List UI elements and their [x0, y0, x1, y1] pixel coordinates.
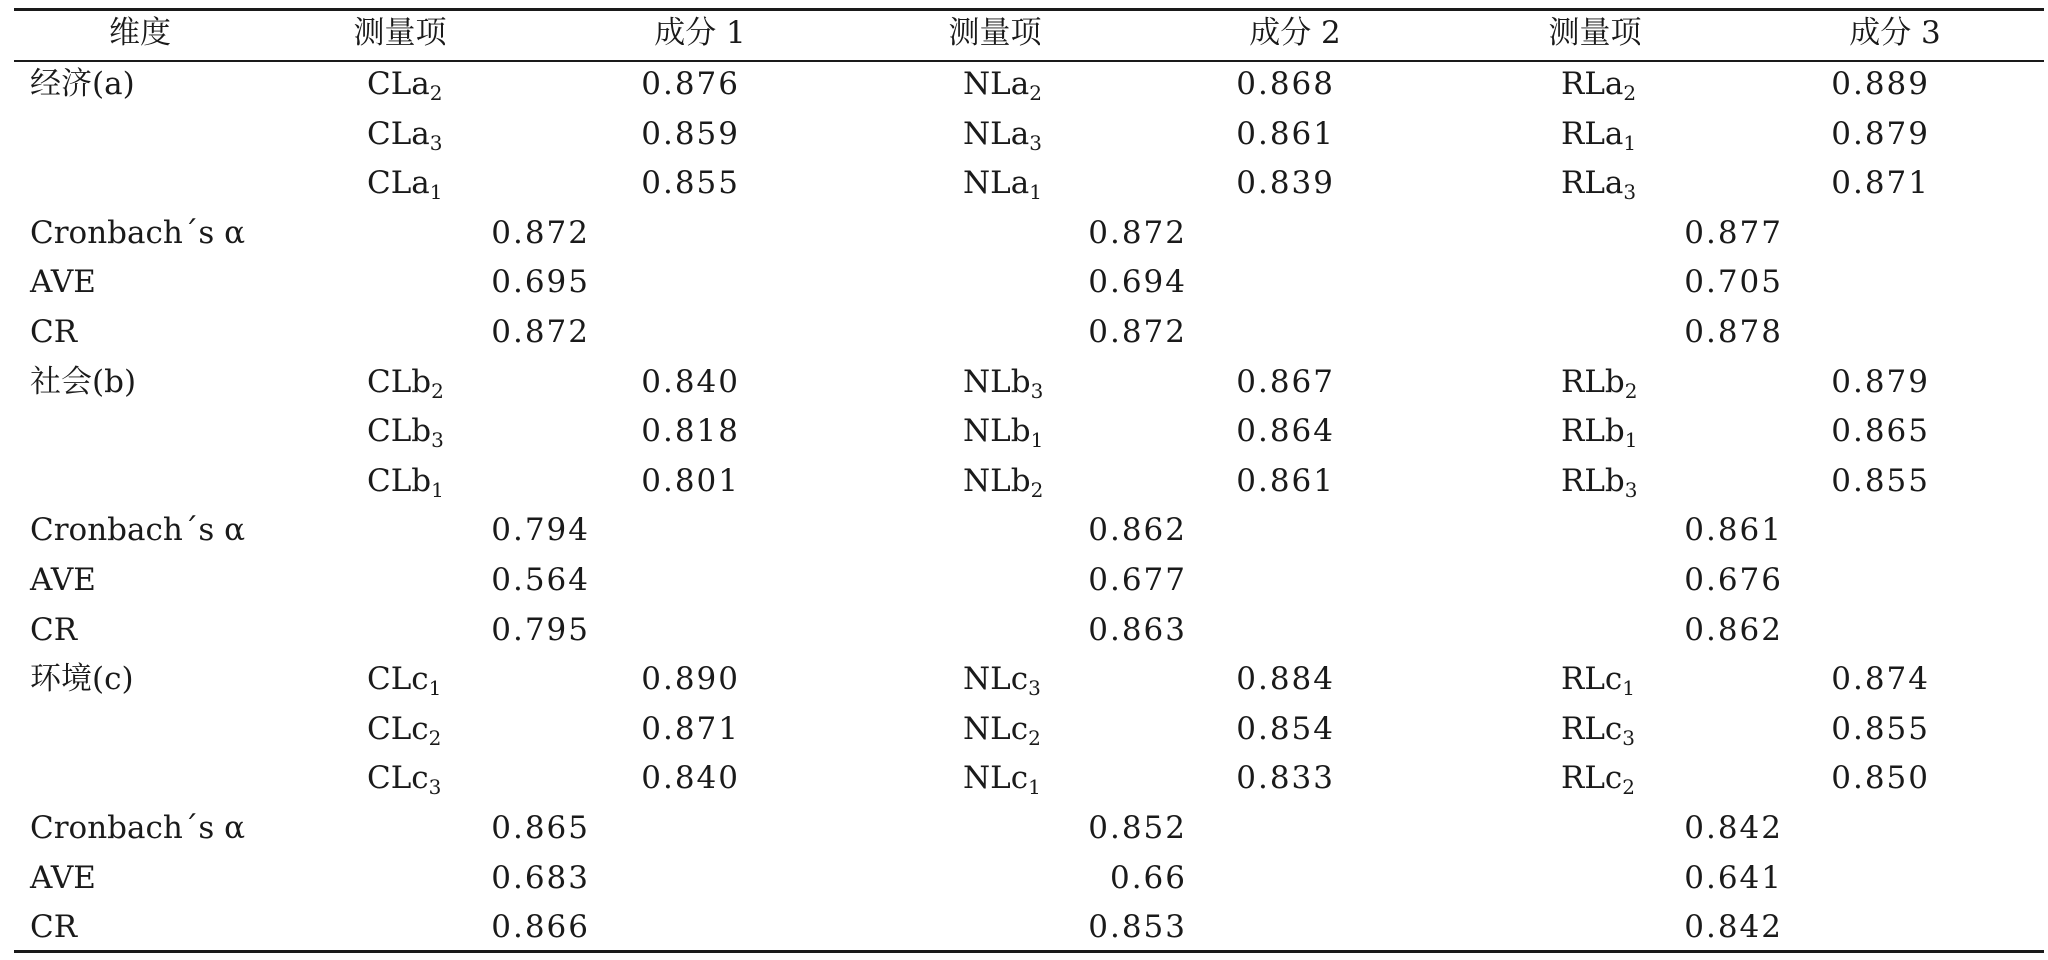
loading-c3: 0.889 — [1831, 66, 1930, 102]
item-c3 — [1561, 659, 1635, 699]
item-c2 — [963, 659, 1041, 699]
dimension-label: 经济(a) — [30, 66, 135, 102]
stat-label: AVE — [30, 264, 96, 301]
item-c3 — [1561, 758, 1635, 798]
item-c2-subscript: 2 — [1029, 81, 1042, 105]
item-c2 — [963, 114, 1042, 154]
stat-label: Cronbach´s α — [30, 512, 246, 549]
loading-c3: 0.874 — [1831, 661, 1930, 698]
item-c2-subscript: 1 — [1029, 180, 1042, 205]
stat-label: Cronbach´s α — [30, 810, 246, 846]
item-c3 — [1561, 411, 1638, 451]
header-item-1: 测量项 — [353, 15, 447, 51]
item-c3-label: RLb — [1561, 462, 1625, 499]
item-c1 — [367, 362, 444, 402]
loading-c2: 0.861 — [1236, 462, 1335, 499]
header-item-3: 测量项 — [1548, 15, 1642, 51]
item-c2-subscript: 2 — [1030, 477, 1044, 502]
loading-c1: 0.818 — [641, 413, 740, 450]
item-c1-label: CLc — [367, 710, 429, 747]
item-c1 — [367, 758, 441, 798]
item-c1-label: CLc — [367, 760, 429, 797]
item-c3-subscript: 3 — [1624, 477, 1638, 502]
table-top-rule — [14, 8, 2044, 11]
stat-label: AVE — [30, 859, 96, 896]
item-c1-subscript: 1 — [428, 676, 442, 701]
stat-value-c3: 0.878 — [1684, 314, 1783, 350]
header-component-1: 成分 1 — [654, 15, 746, 51]
item-c1-subscript: 2 — [428, 725, 442, 750]
loading-c3: 0.879 — [1831, 115, 1930, 152]
item-c1-label: CLa — [367, 66, 430, 102]
stat-value-c2: 0.872 — [1088, 214, 1187, 251]
stat-value-c3: 0.705 — [1684, 264, 1783, 301]
item-c1 — [367, 411, 444, 451]
stat-value-c2: 0.66 — [1109, 859, 1187, 896]
stat-label: AVE — [30, 562, 96, 598]
item-c1-label: CLb — [367, 413, 432, 450]
item-c1-subscript: 2 — [429, 81, 443, 105]
item-c3-subscript: 2 — [1624, 378, 1638, 403]
item-c2-label: NLa — [963, 66, 1030, 102]
stat-label: Cronbach´s α — [30, 214, 246, 251]
item-c3 — [1561, 461, 1638, 501]
item-c3-subscript: 1 — [1622, 676, 1636, 701]
item-c2-subscript: 3 — [1030, 378, 1044, 403]
stat-value-c2: 0.862 — [1088, 512, 1187, 549]
stat-value-c1: 0.866 — [491, 909, 590, 946]
item-c3-label: RLb — [1561, 363, 1625, 400]
loading-c3: 0.855 — [1831, 710, 1930, 747]
loading-c2: 0.861 — [1236, 115, 1335, 152]
item-c1 — [367, 709, 441, 749]
item-c3-label: RLc — [1561, 710, 1623, 747]
item-c2-label: NLc — [963, 710, 1029, 747]
stat-value-c3: 0.842 — [1684, 909, 1783, 946]
item-c3-label: RLa — [1561, 165, 1624, 202]
stat-value-c1: 0.865 — [491, 810, 590, 846]
table-header-rule — [14, 60, 2044, 62]
item-c3 — [1561, 362, 1638, 402]
stat-label: CR — [30, 314, 78, 350]
header-component-3: 成分 3 — [1849, 15, 1941, 51]
stat-value-c2: 0.853 — [1088, 909, 1187, 946]
loading-c3: 0.871 — [1831, 165, 1930, 202]
loading-c3: 0.850 — [1831, 760, 1930, 797]
stat-value-c3: 0.877 — [1684, 214, 1783, 251]
item-c1 — [367, 114, 443, 154]
item-c2-subscript: 1 — [1028, 775, 1041, 800]
item-c1-subscript: 3 — [429, 130, 443, 155]
loading-c2: 0.868 — [1236, 66, 1335, 102]
header-component-2: 成分 2 — [1249, 15, 1341, 51]
stat-value-c1: 0.564 — [491, 562, 590, 598]
table-bottom-rule — [14, 950, 2044, 953]
item-c2 — [963, 163, 1042, 203]
item-c2-label: NLb — [963, 413, 1031, 450]
loading-c1: 0.801 — [641, 462, 740, 499]
item-c3 — [1561, 709, 1635, 749]
loading-c2: 0.839 — [1236, 165, 1335, 202]
loading-c1: 0.855 — [641, 165, 740, 202]
stat-value-c2: 0.677 — [1088, 562, 1187, 598]
item-c3-label: RLb — [1561, 413, 1625, 450]
stat-value-c1: 0.795 — [491, 611, 590, 648]
item-c3-label: RLa — [1561, 66, 1624, 102]
loading-c1: 0.840 — [641, 760, 740, 797]
item-c1-label: CLa — [367, 165, 430, 202]
stat-value-c3: 0.676 — [1684, 562, 1783, 598]
item-c2-label: NLa — [963, 165, 1030, 202]
item-c3 — [1561, 64, 1636, 104]
item-c1-subscript: 2 — [431, 378, 444, 403]
loading-c1: 0.876 — [641, 66, 740, 102]
dimension-label: 环境(c) — [30, 661, 134, 698]
item-c3 — [1561, 114, 1636, 154]
stat-value-c2: 0.852 — [1088, 810, 1187, 846]
item-c2-label: NLc — [963, 661, 1029, 698]
header-item-2: 测量项 — [948, 15, 1042, 51]
item-c1 — [367, 659, 441, 699]
loading-c3: 0.855 — [1831, 462, 1930, 499]
loading-c1: 0.890 — [641, 661, 740, 698]
item-c3-subscript: 2 — [1623, 81, 1637, 105]
item-c2 — [963, 461, 1043, 501]
stat-value-c3: 0.861 — [1684, 512, 1783, 549]
item-c1-subscript: 1 — [431, 477, 444, 502]
item-c3-subscript: 3 — [1622, 725, 1636, 750]
item-c1-label: CLb — [367, 363, 432, 400]
item-c3-label: RLa — [1561, 115, 1624, 152]
item-c3-subscript: 1 — [1624, 428, 1638, 453]
item-c2-label: NLc — [963, 760, 1029, 797]
stat-value-c1: 0.695 — [491, 264, 590, 301]
item-c2 — [963, 709, 1041, 749]
loading-c1: 0.840 — [641, 363, 740, 400]
stat-value-c1: 0.794 — [491, 512, 590, 549]
item-c1 — [367, 461, 444, 501]
loading-c1: 0.859 — [641, 115, 740, 152]
stat-label: CR — [30, 909, 78, 946]
loading-c2: 0.854 — [1236, 710, 1335, 747]
item-c1-label: CLa — [367, 115, 430, 152]
loading-c3: 0.879 — [1831, 363, 1930, 400]
item-c2-label: NLb — [963, 462, 1031, 499]
stat-value-c1: 0.872 — [491, 214, 590, 251]
stat-value-c2: 0.872 — [1088, 314, 1187, 350]
loading-c3: 0.865 — [1831, 413, 1930, 450]
item-c1-label: CLb — [367, 462, 432, 499]
item-c2 — [963, 411, 1043, 451]
item-c2-subscript: 3 — [1028, 676, 1041, 701]
loading-c2: 0.884 — [1236, 661, 1335, 698]
stat-value-c2: 0.694 — [1088, 264, 1187, 301]
item-c2-subscript: 2 — [1028, 725, 1041, 750]
item-c2-subscript: 1 — [1030, 428, 1044, 453]
stat-value-c2: 0.863 — [1088, 611, 1187, 648]
item-c3-subscript: 1 — [1623, 130, 1637, 155]
item-c1-subscript: 3 — [431, 428, 444, 453]
item-c2 — [963, 362, 1043, 402]
item-c1-label: CLc — [367, 661, 429, 698]
loading-c2: 0.833 — [1236, 760, 1335, 797]
item-c1-subscript: 1 — [429, 180, 443, 205]
item-c3-subscript: 3 — [1623, 180, 1637, 205]
item-c2 — [963, 64, 1042, 104]
item-c1 — [367, 163, 443, 203]
stat-value-c3: 0.641 — [1684, 859, 1783, 896]
item-c3-label: RLc — [1561, 661, 1623, 698]
loading-c1: 0.871 — [641, 710, 740, 747]
stat-label: CR — [30, 611, 78, 648]
item-c2-subscript: 3 — [1029, 130, 1042, 155]
item-c3-label: RLc — [1561, 760, 1623, 797]
loading-c2: 0.864 — [1236, 413, 1335, 450]
item-c2 — [963, 758, 1041, 798]
item-c1 — [367, 64, 443, 104]
stat-value-c1: 0.683 — [491, 859, 590, 896]
header-dimension: 维度 — [109, 15, 171, 51]
stat-value-c1: 0.872 — [491, 314, 590, 350]
item-c1-subscript: 3 — [428, 775, 442, 800]
stat-value-c3: 0.862 — [1684, 611, 1783, 648]
item-c2-label: NLb — [963, 363, 1031, 400]
dimension-label: 社会(b) — [30, 363, 137, 400]
item-c3 — [1561, 163, 1636, 203]
stat-value-c3: 0.842 — [1684, 810, 1783, 846]
loading-c2: 0.867 — [1236, 363, 1335, 400]
item-c2-label: NLa — [963, 115, 1030, 152]
item-c3-subscript: 2 — [1622, 775, 1636, 800]
